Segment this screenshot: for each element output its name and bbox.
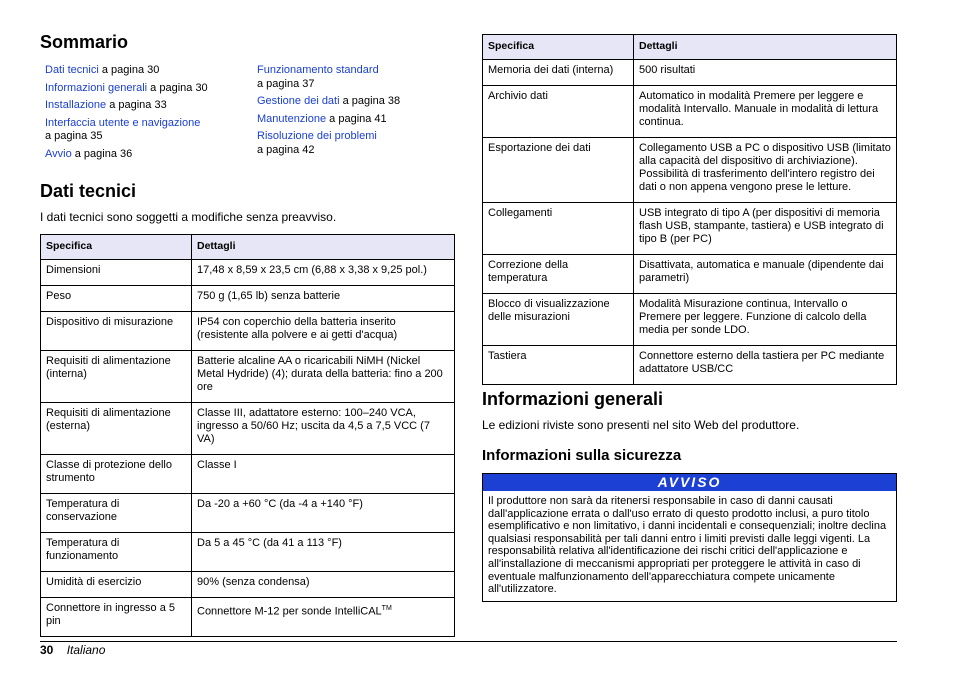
toc-page-ref: a pagina 33 bbox=[106, 99, 167, 111]
toc-link-dati-tecnici[interactable]: Dati tecnici bbox=[45, 64, 99, 76]
table-row bbox=[41, 598, 455, 637]
toc-link-gestione-dati[interactable]: Gestione dei dati bbox=[257, 95, 340, 107]
toc-page-ref: a pagina 30 bbox=[98, 64, 160, 76]
toc-link-manutenzione[interactable]: Manutenzione bbox=[257, 112, 327, 125]
spec-detail: Classe III, adattatore esterno: 100–240 VCA, ingresso a 50/60 Hz; uscita da 4,5 a 7,5 VCC (7 VA) bbox=[192, 403, 455, 455]
toc-link-installazione[interactable]: Installazione bbox=[45, 99, 107, 111]
table-row bbox=[483, 294, 897, 346]
spec-detail: IP54 con coperchio della batteria inserito (resistente alla polvere e ai getti d'acqua) bbox=[192, 312, 455, 351]
spec-name: Requisiti di alimentazione (esterna) bbox=[41, 403, 192, 455]
spec-detail: Automatico in modalità Premere per leggere e modalità Intervallo. Manuale in modalità di lettura continua. bbox=[634, 86, 897, 138]
table-row bbox=[41, 260, 455, 286]
column-header-dettagli: Dettagli bbox=[634, 35, 897, 60]
table-row bbox=[483, 60, 897, 86]
spec-detail: Da -20 a +60 °C (da -4 a +140 °F) bbox=[192, 494, 455, 533]
toc-link-risoluzione-problemi[interactable]: Risoluzione dei problemi bbox=[257, 130, 377, 142]
spec-name: Dimensioni bbox=[41, 260, 192, 286]
toc-link-informazioni-generali[interactable]: Informazioni generali bbox=[45, 81, 148, 94]
toc-column-2 bbox=[257, 64, 457, 161]
spec-name: Correzione della temperatura bbox=[483, 255, 634, 294]
spec-detail: Batterie alcaline AA o ricaricabili NiMH (Nickel Metal Hydride) (4); durata della batteria: fino a 200 ore bbox=[192, 351, 455, 403]
table-header-row bbox=[41, 235, 455, 260]
notice-label: AVVISO bbox=[483, 474, 896, 491]
spec-name: Memoria dei dati (interna) bbox=[483, 60, 634, 86]
toc-entry bbox=[45, 82, 245, 96]
spec-detail: Disattivata, automatica e manuale (dipendente dai parametri) bbox=[634, 255, 897, 294]
table-row bbox=[41, 455, 455, 494]
toc-link-interfaccia-utente[interactable]: Interfaccia utente e navigazione bbox=[45, 116, 201, 129]
table-row bbox=[483, 346, 897, 385]
table-row bbox=[41, 312, 455, 351]
toc-page-ref: a pagina 42 bbox=[257, 143, 315, 156]
toc-page-ref: a pagina 38 bbox=[339, 95, 401, 107]
spec-detail: USB integrato di tipo A (per dispositivi di memoria flash USB, stampante, tastiera) e USB integrato di tipo B (per PC) bbox=[634, 203, 897, 255]
table-row bbox=[41, 533, 455, 572]
toc-entry bbox=[257, 95, 457, 109]
spec-name: Temperatura di conservazione bbox=[41, 494, 192, 533]
toc-link-avvio[interactable]: Avvio bbox=[45, 147, 72, 160]
column-header-dettagli: Dettagli bbox=[192, 235, 455, 260]
toc-entry bbox=[45, 99, 245, 113]
spec-name: Classe di protezione dello strumento bbox=[41, 455, 192, 494]
trademark-symbol: TM bbox=[381, 605, 392, 612]
spec-detail: Connettore esterno della tastiera per PC mediante adattatore USB/CC bbox=[634, 346, 897, 385]
notice-text: Il produttore non sarà da ritenersi responsabile in caso di danni causati dall'applicazione errata o dall'uso errato di questo prodotto inclusi, a puro titolo esemplificativo e non limitativo, i danni incidentali e consequenziali; inoltre declina qualsiasi responsabilità per tali danni entro i limiti previsti dalle leggi vigenti. La responsabilità relativa all'identificazione dei rischi critici dell'applicazione e all'installazione di meccanismi appropriati per proteggere le attività in caso di eventuale malfunzionamento dell'apparecchiatura compete unicamente all'utilizzatore. bbox=[488, 495, 887, 596]
sicurezza-heading: Informazioni sulla sicurezza bbox=[482, 447, 682, 464]
spec-detail: Classe I bbox=[192, 455, 455, 494]
table-row bbox=[41, 403, 455, 455]
spec-name: Requisiti di alimentazione (interna) bbox=[41, 351, 192, 403]
spec-name: Peso bbox=[41, 286, 192, 312]
spec-detail-text: Connettore M-12 per sonde IntelliCAL bbox=[197, 605, 382, 618]
spec-name: Esportazione dei dati bbox=[483, 138, 634, 203]
toc-page-ref: a pagina 30 bbox=[147, 81, 208, 94]
spec-name: Umidità di esercizio bbox=[41, 572, 192, 598]
toc-link-funzionamento-standard[interactable]: Funzionamento standard bbox=[257, 64, 379, 76]
toc-entry bbox=[45, 148, 245, 162]
table-row bbox=[483, 86, 897, 138]
spec-name: Collegamenti bbox=[483, 203, 634, 255]
dati-tecnici-intro: I dati tecnici sono soggetti a modifiche senza preavviso. bbox=[40, 210, 337, 224]
toc-entry bbox=[257, 130, 457, 157]
spec-detail: Da 5 a 45 °C (da 41 a 113 °F) bbox=[192, 533, 455, 572]
spec-detail: 90% (senza condensa) bbox=[192, 572, 455, 598]
spec-name: Tastiera bbox=[483, 346, 634, 385]
toc-entry bbox=[257, 64, 457, 91]
table-header-row bbox=[483, 35, 897, 60]
toc-page-ref: a pagina 36 bbox=[71, 147, 133, 160]
spec-name: Dispositivo di misurazione bbox=[41, 312, 192, 351]
column-header-specifica: Specifica bbox=[41, 235, 192, 260]
table-row bbox=[41, 351, 455, 403]
spec-detail: 17,48 x 8,59 x 23,5 cm (6,88 x 3,38 x 9,25 pol.) bbox=[192, 260, 455, 286]
spec-table-left bbox=[40, 234, 455, 637]
toc-page-ref: a pagina 35 bbox=[45, 130, 103, 142]
toc-page-ref: a pagina 41 bbox=[326, 112, 387, 125]
table-row bbox=[483, 203, 897, 255]
spec-detail: Collegamento USB a PC o dispositivo USB (limitato alla capacità del dispositivo di archiviazione). Possibilità di trasferimento dell'intero registro dei dati o non appena vengono prese le letture. bbox=[634, 138, 897, 203]
spec-detail bbox=[192, 598, 455, 637]
spec-name: Archivio dati bbox=[483, 86, 634, 138]
toc-entry bbox=[257, 113, 457, 127]
spec-name: Connettore in ingresso a 5 pin bbox=[41, 598, 192, 637]
toc-column-1 bbox=[45, 64, 245, 165]
footer-language: Italiano bbox=[66, 643, 106, 657]
spec-detail: 500 risultati bbox=[634, 60, 897, 86]
page-footer bbox=[40, 643, 105, 657]
spec-detail: 750 g (1,65 lb) senza batterie bbox=[192, 286, 455, 312]
spec-table-right bbox=[482, 34, 897, 385]
sommario-heading: Sommario bbox=[40, 32, 129, 52]
table-row bbox=[41, 494, 455, 533]
table-row bbox=[483, 255, 897, 294]
table-row bbox=[483, 138, 897, 203]
toc-page-ref: a pagina 37 bbox=[257, 77, 315, 90]
spec-name: Temperatura di funzionamento bbox=[41, 533, 192, 572]
spec-detail: Modalità Misurazione continua, Intervallo o Premere per leggere. Funzione di calcolo della media per sonde LDO. bbox=[634, 294, 897, 346]
footer-divider bbox=[40, 641, 897, 642]
table-row bbox=[41, 286, 455, 312]
spec-name: Blocco di visualizzazione delle misurazioni bbox=[483, 294, 634, 346]
table-row bbox=[41, 572, 455, 598]
notice-box bbox=[482, 473, 897, 602]
column-header-specifica: Specifica bbox=[483, 35, 634, 60]
page-number: 30 bbox=[40, 643, 54, 657]
dati-tecnici-heading: Dati tecnici bbox=[40, 181, 137, 201]
toc-entry bbox=[45, 64, 245, 78]
informazioni-generali-heading: Informazioni generali bbox=[482, 389, 664, 409]
informazioni-generali-intro: Le edizioni riviste sono presenti nel sito Web del produttore. bbox=[482, 418, 800, 432]
toc-entry bbox=[45, 117, 245, 144]
